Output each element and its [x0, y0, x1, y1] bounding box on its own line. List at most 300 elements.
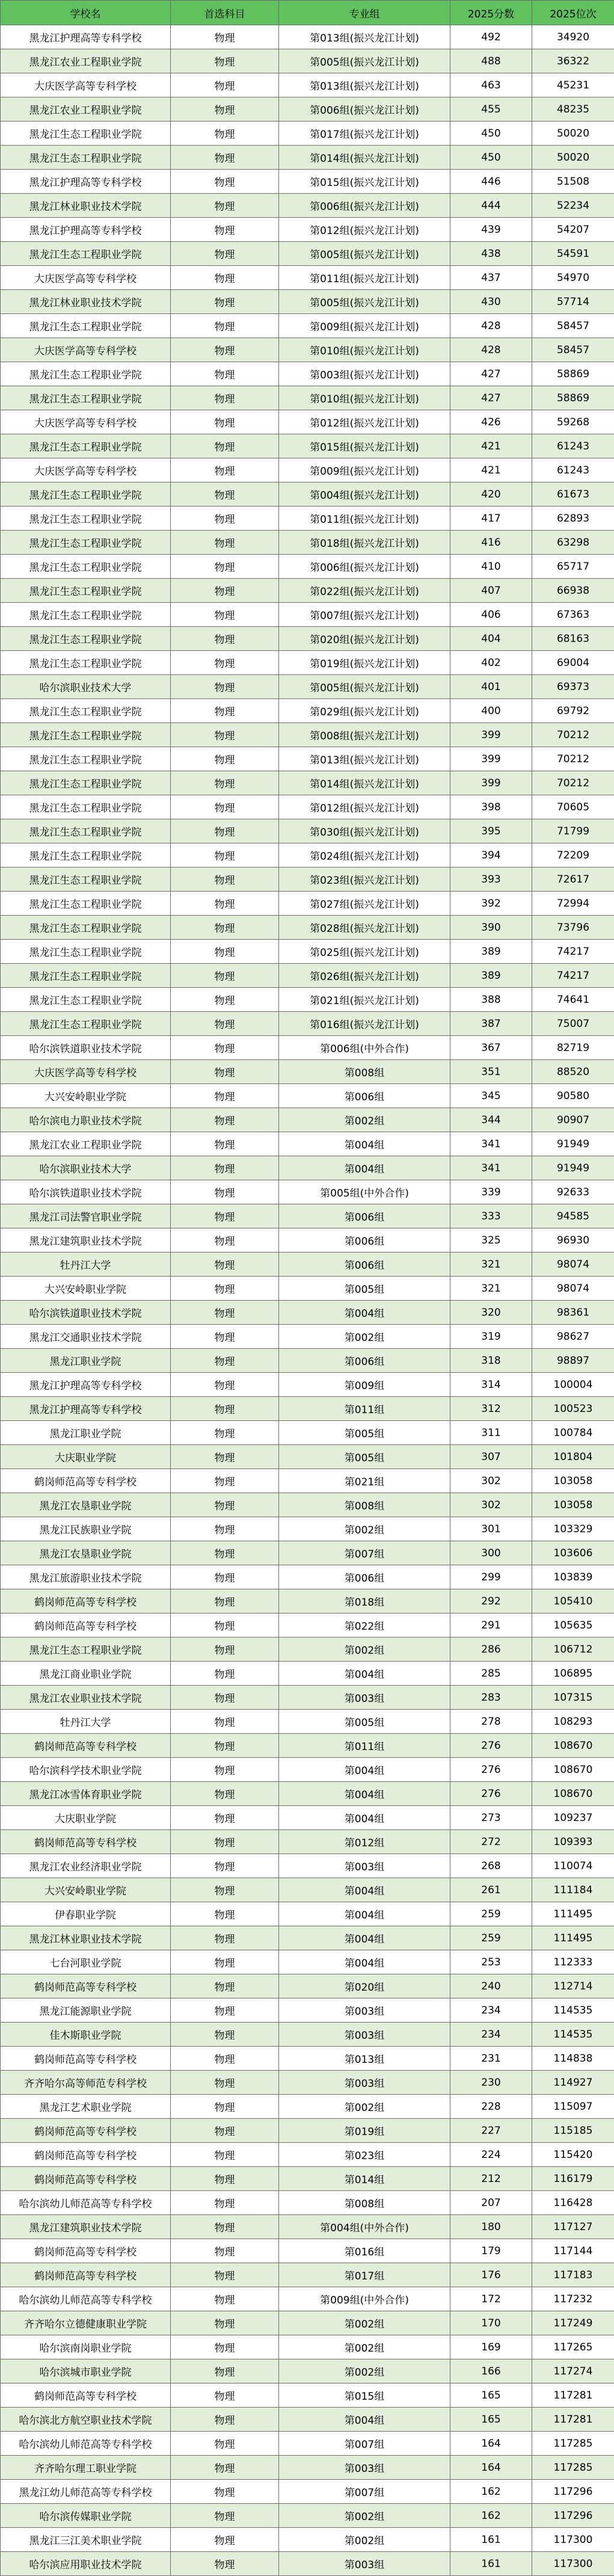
cell-rank: 100523	[532, 1397, 614, 1421]
cell-school-name: 哈尔滨幼儿师范高等专科学校	[1, 2191, 171, 2215]
cell-subject: 物理	[171, 2552, 279, 2576]
cell-rank: 91949	[532, 1156, 614, 1180]
cell-major-group: 第004组	[279, 1926, 450, 1950]
table-row	[1, 771, 614, 795]
cell-school-name: 大庆医学高等专科学校	[1, 73, 171, 97]
cell-score: 278	[450, 1710, 532, 1734]
cell-rank: 74217	[532, 964, 614, 988]
cell-school-name: 鹤岗师范高等专科学校	[1, 1734, 171, 1758]
header-subject: 首选科目	[171, 1, 279, 25]
table-row	[1, 1060, 614, 1084]
cell-rank: 108670	[532, 1782, 614, 1806]
cell-rank: 54591	[532, 242, 614, 266]
cell-major-group: 第023组	[279, 2143, 450, 2167]
table-row	[1, 1782, 614, 1806]
cell-rank: 96930	[532, 1228, 614, 1253]
cell-subject: 物理	[171, 1926, 279, 1950]
cell-rank: 54970	[532, 266, 614, 290]
cell-score: 253	[450, 1950, 532, 1974]
cell-school-name: 黑龙江生态工程职业学院	[1, 699, 171, 723]
cell-major-group: 第005组	[279, 1445, 450, 1469]
cell-score: 291	[450, 1613, 532, 1638]
cell-subject: 物理	[171, 1301, 279, 1325]
table-row	[1, 651, 614, 675]
cell-score: 162	[450, 2504, 532, 2528]
cell-major-group: 第013组(振兴龙江计划)	[279, 25, 450, 49]
cell-school-name: 佳木斯职业学院	[1, 2023, 171, 2047]
table-row	[1, 2095, 614, 2119]
cell-subject: 物理	[171, 218, 279, 242]
cell-major-group: 第020组(振兴龙江计划)	[279, 627, 450, 651]
cell-major-group: 第012组	[279, 1830, 450, 1854]
table-row	[1, 482, 614, 507]
cell-major-group: 第016组	[279, 2239, 450, 2263]
cell-score: 450	[450, 146, 532, 170]
cell-school-name: 黑龙江旅游职业技术学院	[1, 1565, 171, 1589]
cell-major-group: 第004组	[279, 1156, 450, 1180]
table-row	[1, 603, 614, 627]
cell-subject: 物理	[171, 1854, 279, 1878]
table-row	[1, 2456, 614, 2480]
cell-school-name: 哈尔滨城市职业学院	[1, 2359, 171, 2383]
cell-school-name: 黑龙江生态工程职业学院	[1, 531, 171, 555]
cell-subject: 物理	[171, 1638, 279, 1662]
cell-score: 492	[450, 25, 532, 49]
table-body	[1, 25, 614, 2576]
cell-school-name: 大兴安岭职业学院	[1, 1878, 171, 1902]
cell-major-group: 第013组	[279, 2047, 450, 2071]
cell-major-group: 第005组(振兴龙江计划)	[279, 49, 450, 73]
cell-major-group: 第022组	[279, 1613, 450, 1638]
cell-score: 172	[450, 2287, 532, 2311]
cell-school-name: 黑龙江交通职业技术学院	[1, 1325, 171, 1349]
cell-subject: 物理	[171, 338, 279, 362]
cell-major-group: 第005组(中外合作)	[279, 1180, 450, 1204]
table-row	[1, 1589, 614, 1613]
cell-major-group: 第006组	[279, 1228, 450, 1253]
cell-score: 165	[450, 2408, 532, 2432]
cell-score: 301	[450, 1517, 532, 1541]
table-row	[1, 1228, 614, 1253]
table-row	[1, 1204, 614, 1228]
cell-subject: 物理	[171, 2071, 279, 2095]
cell-school-name: 哈尔滨电力职业技术学院	[1, 1108, 171, 1132]
cell-score: 228	[450, 2095, 532, 2119]
cell-rank: 66938	[532, 579, 614, 603]
table-row	[1, 555, 614, 579]
table-row	[1, 2408, 614, 2432]
table-row	[1, 2432, 614, 2456]
cell-score: 421	[450, 458, 532, 482]
cell-score: 399	[450, 771, 532, 795]
cell-school-name: 哈尔滨幼儿师范高等专科学校	[1, 2287, 171, 2311]
cell-subject: 物理	[171, 507, 279, 531]
cell-major-group: 第008组	[279, 2191, 450, 2215]
cell-major-group: 第013组(振兴龙江计划)	[279, 73, 450, 97]
cell-score: 428	[450, 314, 532, 338]
cell-school-name: 黑龙江林业职业技术学院	[1, 194, 171, 218]
cell-rank: 98627	[532, 1325, 614, 1349]
cell-score: 426	[450, 410, 532, 434]
cell-subject: 物理	[171, 242, 279, 266]
cell-rank: 45231	[532, 73, 614, 97]
table-row	[1, 1084, 614, 1108]
cell-score: 285	[450, 1662, 532, 1686]
table-row	[1, 1565, 614, 1589]
cell-score: 273	[450, 1806, 532, 1830]
cell-school-name: 牡丹江大学	[1, 1710, 171, 1734]
cell-rank: 112333	[532, 1950, 614, 1974]
cell-score: 400	[450, 699, 532, 723]
cell-score: 164	[450, 2456, 532, 2480]
cell-school-name: 大庆医学高等专科学校	[1, 338, 171, 362]
cell-major-group: 第005组(振兴龙江计划)	[279, 675, 450, 699]
cell-school-name: 大兴安岭职业学院	[1, 1277, 171, 1301]
cell-major-group: 第025组(振兴龙江计划)	[279, 940, 450, 964]
cell-subject: 物理	[171, 531, 279, 555]
cell-major-group: 第014组	[279, 2167, 450, 2191]
cell-score: 398	[450, 795, 532, 819]
cell-major-group: 第011组(振兴龙江计划)	[279, 507, 450, 531]
cell-rank: 103058	[532, 1493, 614, 1517]
cell-subject: 物理	[171, 73, 279, 97]
cell-school-name: 黑龙江生态工程职业学院	[1, 867, 171, 892]
cell-major-group: 第004组(中外合作)	[279, 2215, 450, 2239]
table-row	[1, 892, 614, 916]
cell-major-group: 第004组	[279, 1132, 450, 1156]
cell-major-group: 第005组	[279, 1277, 450, 1301]
table-row	[1, 1613, 614, 1638]
cell-score: 325	[450, 1228, 532, 1253]
cell-subject: 物理	[171, 843, 279, 867]
cell-major-group: 第026组(振兴龙江计划)	[279, 964, 450, 988]
cell-rank: 91949	[532, 1132, 614, 1156]
cell-subject: 物理	[171, 2408, 279, 2432]
cell-school-name: 黑龙江生态工程职业学院	[1, 555, 171, 579]
table-row	[1, 1541, 614, 1565]
cell-major-group: 第004组	[279, 1758, 450, 1782]
cell-rank: 63298	[532, 531, 614, 555]
cell-major-group: 第003组	[279, 1686, 450, 1710]
cell-rank: 61243	[532, 434, 614, 458]
table-row	[1, 362, 614, 386]
cell-subject: 物理	[171, 1541, 279, 1565]
cell-major-group: 第006组	[279, 1565, 450, 1589]
cell-major-group: 第002组	[279, 2311, 450, 2335]
cell-major-group: 第002组	[279, 2095, 450, 2119]
cell-school-name: 鹤岗师范高等专科学校	[1, 1974, 171, 1998]
table-row	[1, 2167, 614, 2191]
cell-subject: 物理	[171, 1613, 279, 1638]
cell-score: 406	[450, 603, 532, 627]
cell-subject: 物理	[171, 1902, 279, 1926]
cell-school-name: 哈尔滨铁道职业技术学院	[1, 1301, 171, 1325]
table-row	[1, 916, 614, 940]
cell-rank: 114535	[532, 1998, 614, 2023]
table-row	[1, 699, 614, 723]
cell-school-name: 哈尔滨科学技术职业学院	[1, 1758, 171, 1782]
cell-school-name: 黑龙江生态工程职业学院	[1, 651, 171, 675]
cell-score: 341	[450, 1156, 532, 1180]
cell-major-group: 第008组	[279, 1493, 450, 1517]
cell-major-group: 第009组(振兴龙江计划)	[279, 458, 450, 482]
cell-subject: 物理	[171, 627, 279, 651]
cell-score: 438	[450, 242, 532, 266]
cell-rank: 98074	[532, 1277, 614, 1301]
cell-subject: 物理	[171, 1397, 279, 1421]
cell-score: 389	[450, 964, 532, 988]
cell-rank: 58457	[532, 338, 614, 362]
cell-score: 444	[450, 194, 532, 218]
cell-school-name: 齐齐哈尔理工职业学院	[1, 2456, 171, 2480]
cell-rank: 117274	[532, 2359, 614, 2383]
cell-major-group: 第002组	[279, 2335, 450, 2359]
table-row	[1, 2023, 614, 2047]
cell-major-group: 第004组	[279, 1806, 450, 1830]
cell-major-group: 第009组	[279, 1373, 450, 1397]
cell-rank: 117144	[532, 2239, 614, 2263]
cell-major-group: 第016组(振兴龙江计划)	[279, 1012, 450, 1036]
table-row	[1, 1638, 614, 1662]
cell-subject: 物理	[171, 1228, 279, 1253]
cell-rank: 110074	[532, 1854, 614, 1878]
cell-major-group: 第017组	[279, 2263, 450, 2287]
cell-major-group: 第005组(振兴龙江计划)	[279, 242, 450, 266]
table-row	[1, 2239, 614, 2263]
cell-subject: 物理	[171, 988, 279, 1012]
cell-score: 446	[450, 170, 532, 194]
cell-score: 367	[450, 1036, 532, 1060]
cell-rank: 116428	[532, 2191, 614, 2215]
cell-school-name: 黑龙江商业职业学院	[1, 1662, 171, 1686]
cell-major-group: 第006组(振兴龙江计划)	[279, 194, 450, 218]
cell-school-name: 七台河职业学院	[1, 1950, 171, 1974]
cell-subject: 物理	[171, 2215, 279, 2239]
cell-score: 344	[450, 1108, 532, 1132]
cell-rank: 82719	[532, 1036, 614, 1060]
cell-subject: 物理	[171, 146, 279, 170]
cell-subject: 物理	[171, 2432, 279, 2456]
table-row	[1, 1156, 614, 1180]
cell-subject: 物理	[171, 1253, 279, 1277]
cell-rank: 72617	[532, 867, 614, 892]
cell-subject: 物理	[171, 1012, 279, 1036]
cell-subject: 物理	[171, 723, 279, 747]
cell-rank: 34920	[532, 25, 614, 49]
cell-score: 283	[450, 1686, 532, 1710]
cell-major-group: 第005组	[279, 1421, 450, 1445]
cell-school-name: 黑龙江冰雪体育职业学院	[1, 1782, 171, 1806]
cell-score: 388	[450, 988, 532, 1012]
table-row	[1, 1806, 614, 1830]
cell-school-name: 黑龙江农业工程职业学院	[1, 49, 171, 73]
cell-subject: 物理	[171, 314, 279, 338]
cell-subject: 物理	[171, 266, 279, 290]
cell-rank: 108670	[532, 1734, 614, 1758]
table-row	[1, 723, 614, 747]
cell-rank: 90580	[532, 1084, 614, 1108]
cell-major-group: 第030组(振兴龙江计划)	[279, 819, 450, 843]
cell-score: 170	[450, 2311, 532, 2335]
cell-subject: 物理	[171, 2335, 279, 2359]
table-row	[1, 146, 614, 170]
cell-school-name: 黑龙江农业工程职业学院	[1, 97, 171, 122]
cell-score: 302	[450, 1469, 532, 1493]
cell-subject: 物理	[171, 2047, 279, 2071]
cell-score: 161	[450, 2552, 532, 2576]
cell-score: 416	[450, 531, 532, 555]
cell-rank: 62893	[532, 507, 614, 531]
cell-subject: 物理	[171, 2383, 279, 2408]
cell-subject: 物理	[171, 1830, 279, 1854]
cell-rank: 69004	[532, 651, 614, 675]
cell-subject: 物理	[171, 1108, 279, 1132]
cell-major-group: 第004组	[279, 1950, 450, 1974]
table-row	[1, 1012, 614, 1036]
table-row	[1, 2359, 614, 2383]
cell-score: 407	[450, 579, 532, 603]
cell-score: 430	[450, 290, 532, 314]
cell-rank: 59268	[532, 410, 614, 434]
cell-major-group: 第011组(振兴龙江计划)	[279, 266, 450, 290]
cell-major-group: 第011组	[279, 1397, 450, 1421]
cell-score: 455	[450, 97, 532, 122]
cell-score: 318	[450, 1349, 532, 1373]
table-row	[1, 1325, 614, 1349]
cell-score: 341	[450, 1132, 532, 1156]
cell-school-name: 大庆医学高等专科学校	[1, 410, 171, 434]
cell-score: 230	[450, 2071, 532, 2095]
cell-school-name: 黑龙江生态工程职业学院	[1, 795, 171, 819]
cell-score: 224	[450, 2143, 532, 2167]
cell-school-name: 黑龙江职业学院	[1, 1349, 171, 1373]
cell-score: 207	[450, 2191, 532, 2215]
cell-school-name: 黑龙江生态工程职业学院	[1, 747, 171, 771]
cell-major-group: 第004组	[279, 1301, 450, 1325]
cell-rank: 70605	[532, 795, 614, 819]
cell-score: 450	[450, 122, 532, 146]
cell-school-name: 黑龙江生态工程职业学院	[1, 362, 171, 386]
cell-score: 165	[450, 2383, 532, 2408]
cell-major-group: 第024组(振兴龙江计划)	[279, 843, 450, 867]
table-row	[1, 1421, 614, 1445]
cell-school-name: 黑龙江生态工程职业学院	[1, 723, 171, 747]
cell-rank: 67363	[532, 603, 614, 627]
table-row	[1, 964, 614, 988]
cell-major-group: 第006组(中外合作)	[279, 1036, 450, 1060]
cell-rank: 108293	[532, 1710, 614, 1734]
cell-score: 421	[450, 434, 532, 458]
cell-rank: 117183	[532, 2263, 614, 2287]
table-row	[1, 410, 614, 434]
cell-subject: 物理	[171, 1998, 279, 2023]
cell-major-group: 第002组	[279, 2504, 450, 2528]
cell-rank: 103058	[532, 1469, 614, 1493]
cell-rank: 58869	[532, 386, 614, 410]
cell-subject: 物理	[171, 1445, 279, 1469]
cell-major-group: 第004组	[279, 1782, 450, 1806]
cell-rank: 117265	[532, 2335, 614, 2359]
table-row	[1, 988, 614, 1012]
cell-major-group: 第006组(振兴龙江计划)	[279, 97, 450, 122]
cell-score: 339	[450, 1180, 532, 1204]
cell-rank: 72994	[532, 892, 614, 916]
cell-major-group: 第003组	[279, 2552, 450, 2576]
cell-rank: 50020	[532, 122, 614, 146]
cell-school-name: 黑龙江民族职业学院	[1, 1517, 171, 1541]
cell-subject: 物理	[171, 1325, 279, 1349]
cell-score: 428	[450, 338, 532, 362]
cell-school-name: 哈尔滨北方航空职业技术学院	[1, 2408, 171, 2432]
cell-major-group: 第018组	[279, 1589, 450, 1613]
cell-major-group: 第003组	[279, 2023, 450, 2047]
cell-major-group: 第008组	[279, 1060, 450, 1084]
cell-subject: 物理	[171, 2480, 279, 2504]
cell-school-name: 黑龙江生态工程职业学院	[1, 1012, 171, 1036]
cell-rank: 52234	[532, 194, 614, 218]
table-row	[1, 2552, 614, 2576]
cell-major-group: 第002组	[279, 2359, 450, 2383]
cell-score: 299	[450, 1565, 532, 1589]
cell-school-name: 哈尔滨传媒职业学院	[1, 2504, 171, 2528]
cell-school-name: 大庆职业学院	[1, 1445, 171, 1469]
table-row	[1, 290, 614, 314]
cell-subject: 物理	[171, 555, 279, 579]
cell-school-name: 哈尔滨职业技术大学	[1, 1156, 171, 1180]
cell-rank: 115185	[532, 2119, 614, 2143]
cell-subject: 物理	[171, 1878, 279, 1902]
cell-subject: 物理	[171, 771, 279, 795]
cell-major-group: 第006组	[279, 1349, 450, 1373]
cell-score: 231	[450, 2047, 532, 2071]
cell-school-name: 鹤岗师范高等专科学校	[1, 2239, 171, 2263]
cell-school-name: 黑龙江农业经济职业学院	[1, 1854, 171, 1878]
table-row	[1, 1950, 614, 1974]
table-row	[1, 1758, 614, 1782]
cell-subject: 物理	[171, 2359, 279, 2383]
cell-rank: 106895	[532, 1662, 614, 1686]
cell-subject: 物理	[171, 434, 279, 458]
table-row	[1, 314, 614, 338]
cell-rank: 58457	[532, 314, 614, 338]
cell-subject: 物理	[171, 1710, 279, 1734]
cell-subject: 物理	[171, 1686, 279, 1710]
cell-score: 463	[450, 73, 532, 97]
cell-score: 276	[450, 1758, 532, 1782]
cell-subject: 物理	[171, 122, 279, 146]
cell-rank: 117127	[532, 2215, 614, 2239]
cell-rank: 68163	[532, 627, 614, 651]
cell-subject: 物理	[171, 170, 279, 194]
cell-rank: 117296	[532, 2480, 614, 2504]
table-row	[1, 1036, 614, 1060]
cell-school-name: 黑龙江生态工程职业学院	[1, 916, 171, 940]
table-row	[1, 2143, 614, 2167]
cell-school-name: 大庆医学高等专科学校	[1, 266, 171, 290]
table-row	[1, 1926, 614, 1950]
cell-major-group: 第004组	[279, 2408, 450, 2432]
cell-score: 272	[450, 1830, 532, 1854]
cell-school-name: 黑龙江生态工程职业学院	[1, 819, 171, 843]
table-row	[1, 2287, 614, 2311]
cell-rank: 105635	[532, 1613, 614, 1638]
cell-score: 437	[450, 266, 532, 290]
table-row	[1, 795, 614, 819]
cell-subject: 物理	[171, 1517, 279, 1541]
header-rank: 2025位次	[532, 1, 614, 25]
cell-major-group: 第003组	[279, 2456, 450, 2480]
table-row	[1, 1493, 614, 1517]
